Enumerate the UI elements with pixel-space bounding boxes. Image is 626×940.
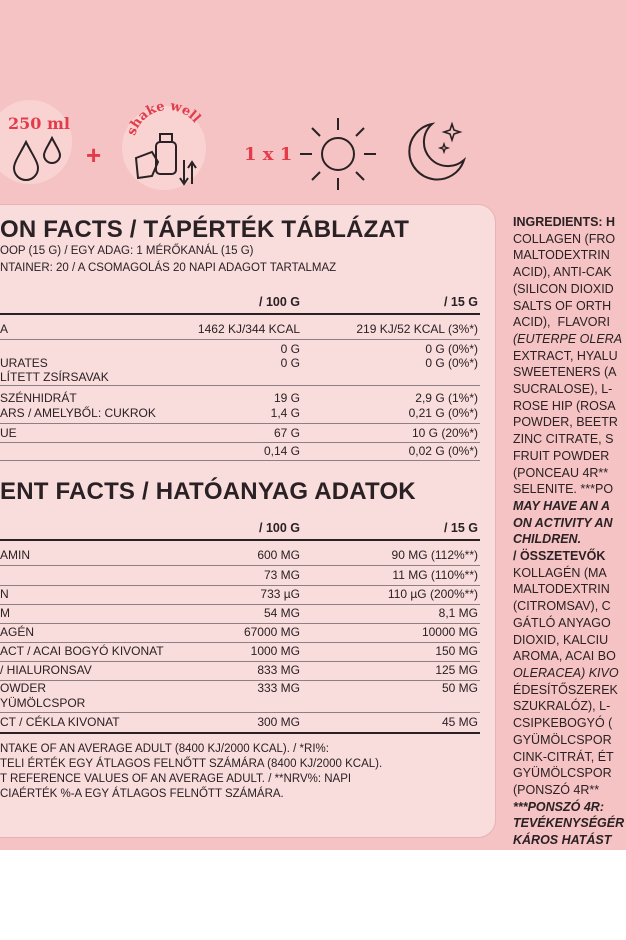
svg-text:shake well [124,100,203,137]
servings-per-container: NTAINER: 20 / A CSOMAGOLÁS 20 NAPI ADAGOT TARTALMAZ [0,262,337,274]
ingredients-line: SZUKRALÓZ), L- [513,699,611,714]
active-title: ENT FACTS / HATÓANYAG ADATOK [0,478,416,505]
column-per-serving: / 15 G [443,295,478,309]
ingredients-line: (PONSZÓ 4R** [513,782,600,797]
table-row: / HIALURONSAV 833 MG 125 MG [0,663,480,681]
ingredients-line: (EUTERPE OLERA [513,331,623,346]
reference-intake-footnote: NTAKE OF AN AVERAGE ADULT (8400 KJ/2000 KCAL). / *RI%: TELI ÉRTÉK EGY ÁTLAGOS FELNŐTT SZÁMÁRA (8400 KJ/2000 KCAL). T REFERENCE VALUES OF AN AVERAGE ADULT. / **NRV%: NAPI CIAÉRTÉK %-A EGY ÁTLAGOS FELNŐTT SZÁMÁRA. [0,743,383,800]
table-row: SZÉNHIDRÁT 19 G 2,9 G (1%*) ARS / AMELYBŐL: CUKROK 1,4 G 0,21 G (0%*) [0,391,480,424]
ingredients-line: (PONCEAU 4R** [513,465,609,480]
water-drops-icon [10,134,66,184]
table-row: M 54 MG 8,1 MG [0,606,480,624]
column-per-100g: / 100 G [259,295,300,309]
ingredients-line: TEVÉKENYSÉGÉR [513,816,625,831]
daily-dose-count: 1 x 1 [244,144,293,165]
table-row: 0,14 G 0,02 G (0%*) [0,444,480,461]
ingredients-line: GÁTLÓ ANYAGO [513,615,611,630]
shake-well-label: shake well [124,100,204,138]
ingredients-line: KOLLAGÉN (MA [513,565,607,580]
ingredients-line: MAY HAVE AN A [513,498,610,513]
ingredients-line: SWEETENERS (A [513,365,617,380]
table-row: 0 G 0 G (0%*) URATES 0 G 0 G (0%*) LÍTETT ZSÍRSAVAK [0,342,478,384]
table-row: A 1462 KJ/344 KCAL 219 KJ/52 KCAL (3%*) [0,322,480,340]
ingredients-line: KÁROS HATÁST [513,833,612,848]
ingredients-line: ACID), FLAVORI [513,315,611,330]
plus-sign: + [86,140,102,170]
ingredients-line: GYÜMÖLCSPOR [513,732,612,747]
ingredients-line: FRUIT POWDER [513,448,610,463]
ingredients-line: ACID), ANTI-CAK [513,265,612,280]
ingredients-line: SELENITE. ***PO [513,482,614,497]
table-row: AGÉN 67000 MG 10000 MG [0,625,480,643]
table-row: AMIN 600 MG 90 MG (112%**) [0,548,480,566]
ingredients-line: INGREDIENTS: H [513,215,616,229]
ingredients-line: ROSE HIP (ROSA [513,398,616,413]
ingredients-line: ZINC CITRATE, S [513,432,614,447]
ingredients-line: CHILDREN. [513,532,582,547]
ingredients-line: (CITROMSAV), C [513,599,611,614]
ingredients-line: MALTODEXTRIN [513,248,610,263]
active-header-row [0,521,480,541]
serving-size: OOP (15 G) / EGY ADAG: 1 MÉRŐKANÁL (15 G) [0,245,254,257]
ingredients-line: (SILICON DIOXID [513,281,614,296]
ingredients-line: CSIPKEBOGYÓ ( [513,716,613,731]
ingredients-line: ÉDESÍTŐSZEREK [513,682,618,697]
ingredients-line: MALTODEXTRIN [513,582,610,597]
ingredients-line: CINK-CITRÁT, ÉT [513,749,614,764]
table-row: CT / CÉKLA KIVONAT 300 MG 45 MG [0,715,480,734]
column-per-serving: / 15 G [443,521,478,535]
ingredients-line: EXTRACT, HYALU [513,348,618,363]
ingredients-line: / ÖSSZETEVŐK [513,549,606,564]
ingredients-line: DIOXID, KALCIU [513,632,609,647]
ingredients-line: SUCRALOSE), L- [513,382,613,397]
ingredients-line: AROMA, ACAI BO [513,649,616,664]
column-per-100g: / 100 G [259,521,300,535]
shake-well-icon [122,100,212,196]
nutrition-header-row [0,295,480,315]
table-row: 73 MG 11 MG (110%**) [0,568,480,586]
ingredients-line: SALTS OF ORTH [513,298,612,313]
ingredients-line: COLLAGEN (FRO [513,231,616,246]
dose-amount: 250 ml [8,114,70,133]
table-row: UE 67 G 10 G (20%*) [0,426,480,443]
ingredients-line: OLERACEA) KIVO [513,665,619,680]
ingredients-text [513,214,626,849]
moon-stars-icon [402,118,472,184]
table-row: ACT / ACAI BOGYÓ KIVONAT 1000 MG 150 MG [0,644,480,662]
table-row: OWDER 333 MG 50 MG YÜMÖLCSPOR [0,681,480,713]
ingredients-line: POWDER, BEETR [513,415,618,430]
ingredients-line: ON ACTIVITY AN [513,515,613,530]
sun-icon [298,116,378,192]
nutrition-title: ON FACTS / TÁPÉRTÉK TÁBLÁZAT [0,216,410,243]
ingredients-line: GYÜMÖLCSPOR [513,766,612,781]
table-row: N 733 µG 110 µG (200%**) [0,587,480,605]
ingredients-line: ***PONSZÓ 4R: [513,799,604,814]
